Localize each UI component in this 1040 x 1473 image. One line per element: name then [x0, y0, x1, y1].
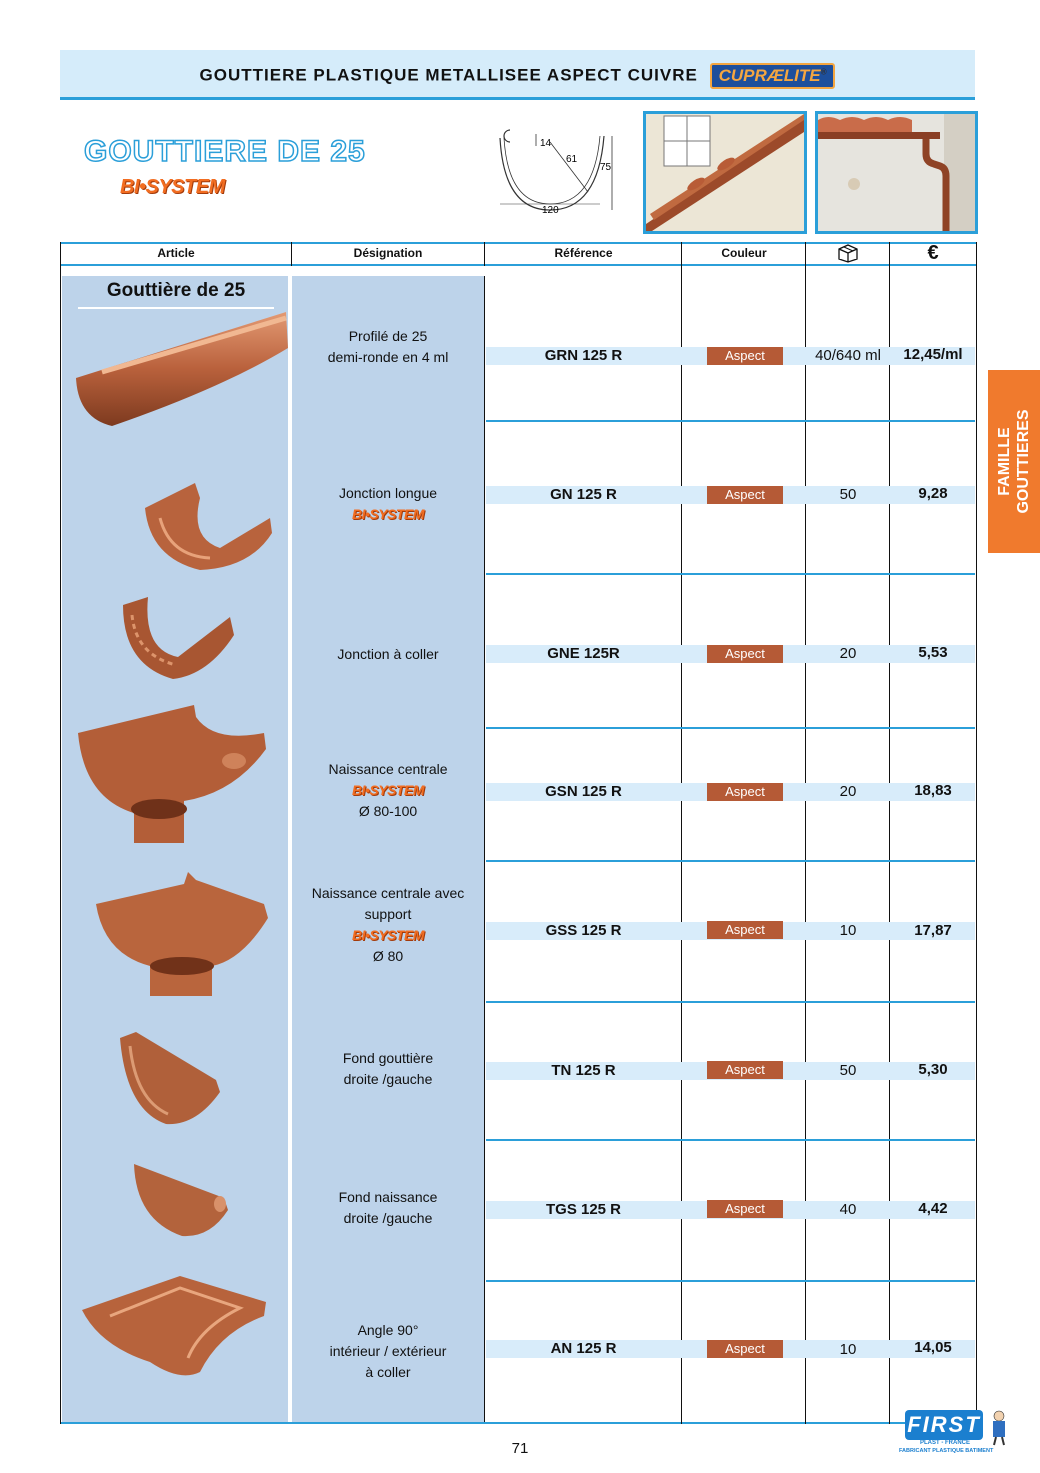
designation-line: Profilé de 25: [348, 328, 428, 344]
designation-line: Angle 90°: [357, 1322, 419, 1338]
angle-90-image: [80, 1272, 268, 1382]
designation-line: droite /gauche: [343, 1210, 433, 1226]
color-badge: Aspect Cuivre: [707, 486, 783, 504]
table-left-border: [60, 242, 61, 1424]
reference-cell: GN 125 R: [550, 486, 617, 503]
brand-name: CUPRÆLITE: [718, 66, 821, 85]
reference-cell: GSN 125 R: [545, 783, 622, 800]
designation-row-1: [292, 326, 484, 368]
color-badge: Aspect Cuivre: [707, 921, 783, 939]
article-column-bg: [62, 276, 288, 1422]
quantity-cell: 20: [839, 645, 857, 662]
designation-line: demi-ronde en 4 ml: [327, 349, 449, 365]
row-sep-5: [486, 1001, 975, 1003]
designation-line: à coller: [365, 1364, 411, 1380]
installation-photo-2: [815, 111, 978, 234]
reference-cell: TGS 125 R: [545, 1201, 622, 1218]
box-icon: [836, 243, 860, 263]
quantity-cell: 40: [839, 1201, 857, 1218]
row-sep-2: [486, 573, 975, 575]
article-title: Gouttière de 25: [78, 280, 274, 309]
logo-wordmark: FIRST: [905, 1410, 983, 1440]
row-sep-7: [486, 1280, 975, 1282]
bisystem-badge: BI•SYSTEM: [352, 927, 424, 943]
quantity-cell: 10: [839, 922, 857, 939]
designation-line: Jonction à coller: [337, 646, 439, 662]
bisystem-badge: BI•SYSTEM: [352, 782, 424, 798]
article-separator: [289, 276, 292, 1422]
row-sep-3: [486, 727, 975, 729]
row-sep-4: [486, 860, 975, 862]
page-number: 71: [511, 1440, 529, 1457]
designation-column-bg: [292, 276, 484, 1422]
color-badge: Aspect Cuivre: [707, 347, 783, 365]
euro-icon: €: [927, 242, 939, 264]
table-bottom-rule: [60, 1422, 977, 1424]
designation-diameter: Ø 80-100: [358, 803, 418, 819]
designation-row-8: [292, 1320, 484, 1383]
reference-cell: TN 125 R: [551, 1062, 616, 1079]
color-badge: Aspect Cuivre: [707, 783, 783, 801]
row-sep-6: [486, 1139, 975, 1141]
quantity-cell: 20: [839, 783, 857, 800]
side-category-tab: [988, 370, 1040, 553]
designation-row-7: [292, 1187, 484, 1229]
price-cell: 17,87: [914, 922, 952, 939]
designation-row-5: [292, 883, 484, 967]
dim-radius: 61: [566, 154, 578, 165]
designation-row-4: [292, 759, 484, 822]
long-junction-image: [140, 478, 275, 573]
price-cell: 5,53: [918, 644, 948, 661]
quantity-cell: 40/640 ml: [815, 347, 881, 364]
col-sep-desig: [484, 276, 485, 1422]
logo-sub2: FABRICANT PLASTIQUE BATIMENT: [899, 1448, 994, 1454]
price-cell: 14,05: [914, 1339, 952, 1356]
designation-row-6: [292, 1048, 484, 1090]
designation-line: Fond gouttière: [342, 1050, 434, 1066]
mascot-icon: [987, 1410, 1011, 1446]
price-cell: 12,45/ml: [903, 346, 963, 363]
installation-photo-1: [643, 111, 807, 234]
dim-width: 120: [542, 205, 559, 216]
gutter-profile-diagram: [488, 128, 623, 216]
side-tab-line1: FAMILLE: [996, 427, 1013, 496]
central-outlet-image: [74, 703, 270, 848]
logo-sub1: PLAST - FRANCE: [920, 1440, 970, 1446]
banner-title-text: GOUTTIERE PLASTIQUE METALLISEE ASPECT CUIVRE: [199, 65, 698, 85]
quantity-cell: 10: [839, 1341, 857, 1358]
designation-diameter: Ø 80: [372, 948, 404, 964]
gutter-profile-image: [72, 308, 290, 428]
page-title: GOUTTIERE DE 25: [84, 135, 366, 168]
brand-logo: [710, 63, 836, 89]
col-header-reference: Référence: [554, 246, 613, 260]
color-badge: Aspect Cuivre: [707, 1061, 783, 1079]
side-tab-line2: GOUTTIERES: [1015, 409, 1032, 514]
reference-cell: GNE 125R: [547, 645, 620, 662]
brand-mark: ®: [820, 67, 827, 77]
designation-line: intérieur / extérieur: [329, 1343, 447, 1359]
designation-line: Naissance centrale: [328, 761, 448, 777]
designation-row-2: [292, 483, 484, 525]
designation-row-3: [292, 644, 484, 665]
outlet-end-image: [128, 1160, 232, 1240]
house-gutter-image: [646, 114, 804, 231]
price-cell: 9,28: [918, 485, 948, 502]
dim-height: 75: [600, 162, 612, 173]
price-cell: 5,30: [918, 1061, 948, 1078]
table-right-border: [976, 242, 977, 1424]
side-tab-label: [988, 370, 1040, 553]
color-badge: Aspect Cuivre: [707, 1340, 783, 1358]
bisystem-label: BI•SYSTEM: [120, 176, 225, 198]
gutter-end-image: [116, 1030, 224, 1128]
row-sep-1: [486, 420, 975, 422]
header-bottom-rule: [60, 264, 977, 266]
downpipe-image: [818, 114, 975, 231]
reference-cell: AN 125 R: [550, 1340, 617, 1357]
first-plast-logo: [899, 1410, 1013, 1460]
reference-cell: GRN 125 R: [544, 347, 623, 364]
col-header-couleur: Couleur: [721, 246, 767, 260]
header-sep-1: [484, 242, 485, 266]
reference-cell: GSS 125 R: [545, 922, 622, 939]
col-header-qty: [807, 242, 889, 264]
glued-junction-image: [118, 595, 238, 685]
quantity-cell: 50: [839, 486, 857, 503]
outlet-with-support-image: [92, 870, 272, 1000]
col-header-article: Article: [157, 246, 195, 260]
designation-line: Jonction longue: [338, 485, 438, 501]
price-cell: 18,83: [914, 782, 952, 799]
color-badge: Aspect Cuivre: [707, 645, 783, 663]
designation-line: droite /gauche: [343, 1071, 433, 1087]
quantity-cell: 50: [839, 1062, 857, 1079]
header-banner: [60, 50, 975, 100]
price-cell: 4,42: [918, 1200, 948, 1217]
designation-line: Naissance centrale avec support: [311, 885, 465, 922]
banner-title: [60, 63, 975, 89]
designation-line: Fond naissance: [338, 1189, 438, 1205]
color-badge: Aspect Cuivre: [707, 1200, 783, 1218]
col-header-designation: Désignation: [353, 246, 423, 260]
dim-top: 14: [540, 138, 552, 149]
bisystem-badge: BI•SYSTEM: [352, 506, 424, 522]
